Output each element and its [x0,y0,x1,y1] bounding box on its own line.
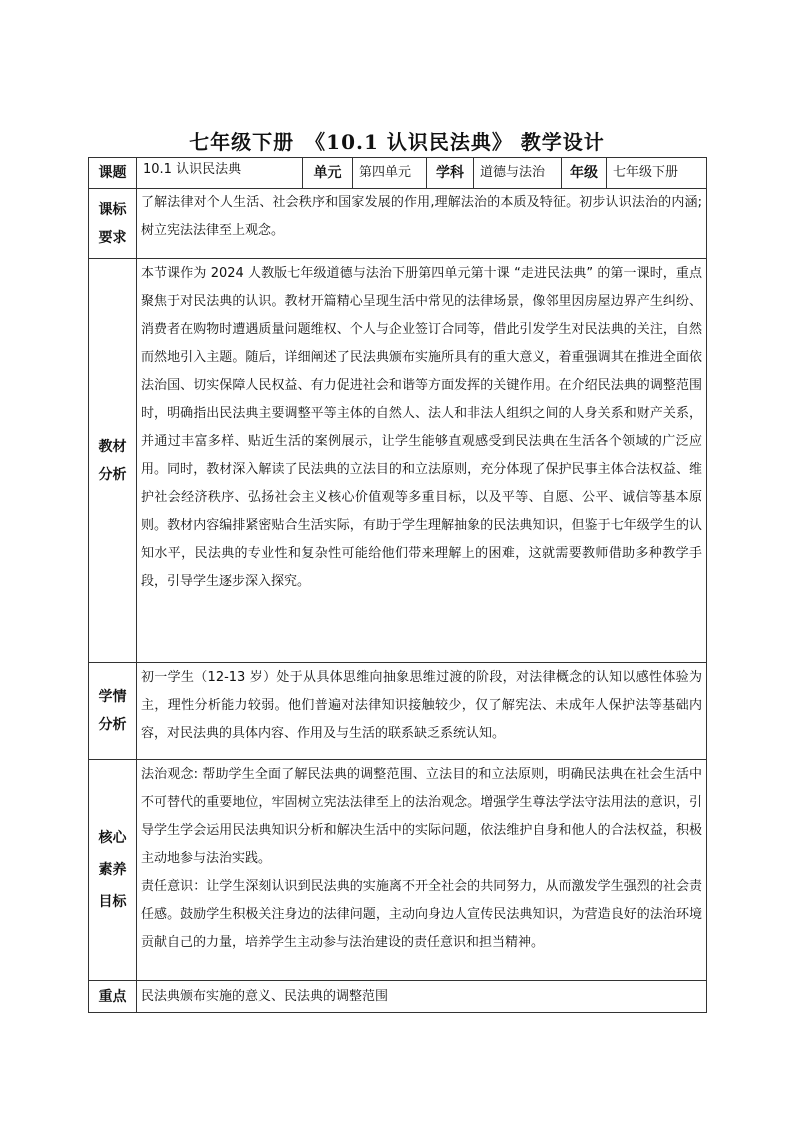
subject-value: 道德与法治 [474,158,562,189]
standard-text: 了解法律对个人生活、社会秩序和国家发展的作用,理解法治的本质及特征。初步认识法治的内涵;树立宪法法律至上观念。 [137,189,707,259]
row-core [89,760,707,981]
learner-label: 学情 分析 [89,663,137,760]
learner-text: 初一学生（12-13 岁）处于从具体思维向抽象思维过渡的阶段，对法律概念的认知以感性体验为主，理性分析能力较弱。他们普遍对法律知识接触较少，仅了解宪法、未成年人保护法等基础内容，对民法典的具体内容、作用及与生活的联系缺乏系统认知。 [137,663,707,760]
row-basic-info [89,158,707,189]
unit-label: 单元 [303,158,353,189]
row-material [89,259,707,663]
topic-label: 课题 [89,158,137,189]
key-text: 民法典颁布实施的意义、民法典的调整范围 [137,981,707,1013]
standard-label: 课标 要求 [89,189,137,259]
core-text [137,760,707,981]
core-paragraph-law: 法治观念: 帮助学生全面了解民法典的调整范围、立法目的和立法原则，明确民法典在社会生活中不可替代的重要地位，牢固树立宪法法律至上的法治观念。增强学生尊法学法守法用法的意识，引导学生学会运用民法典知识分析和解决生活中的实际问题，依法维护自身和他人的合法权益，积极主动地参与法治实践。 [141,767,702,866]
subject-label: 学科 [427,158,474,189]
lesson-plan-table [88,157,707,1013]
row-standard [89,189,707,259]
core-label: 核心 素养 目标 [89,760,137,981]
page-title: 七年级下册 《10.1 认识民法典》 教学设计 [189,130,605,154]
material-text: 本节课作为 2024 人教版七年级道德与法治下册第四单元第十课 “走进民法典” 的第一课时，重点聚焦于对民法典的认识。教材开篇精心呈现生活中常见的法律场景，像邻里因房屋边界产生纠纷、消费者在购物时遭遇质量问题维权、个人与企业签订合同等，借此引发学生对民法典的关注，自然而然地引入主题。随后，详细阐述了民法典颁布实施所具有的重大意义，着重强调其在推进全面依法治国、切实保障人民权益、有力促进社会和谐等方面发挥的关键作用。在介绍民法典的调整范围时，明确指出民法典主要调整平等主体的自然人、法人和非法人组织之间的人身关系和财产关系，并通过丰富多样、贴近生活的案例展示，让学生能够直观感受到民法典在生活各个领域的广泛应用。同时，教材深入解读了民法典的立法目的和立法原则，充分体现了保护民事主体合法权益、维护社会经济秩序、弘扬社会主义核心价值观等多重目标，以及平等、自愿、公平、诚信等基本原则。教材内容编排紧密贴合生活实际，有助于学生理解抽象的民法典知识，但鉴于七年级学生的认知水平，民法典的专业性和复杂性可能给他们带来理解上的困难，这就需要教师借助多种教学手段，引导学生逐步深入探究。 [137,259,707,663]
row-learner [89,663,707,760]
row-key [89,981,707,1013]
grade-label: 年级 [562,158,607,189]
key-label: 重点 [89,981,137,1013]
grade-value: 七年级下册 [607,158,707,189]
unit-value: 第四单元 [353,158,427,189]
core-paragraph-responsibility: 责任意识：让学生深刻认识到民法典的实施离不开全社会的共同努力，从而激发学生强烈的社会责任感。鼓励学生积极关注身边的法律问题，主动向身边人宣传民法典知识，为营造良好的法治环境贡献自己的力量，培养学生主动参与法治建设的责任意识和担当精神。 [141,879,702,950]
material-label: 教材 分析 [89,259,137,663]
topic-value: 10.1 认识民法典 [137,158,303,189]
